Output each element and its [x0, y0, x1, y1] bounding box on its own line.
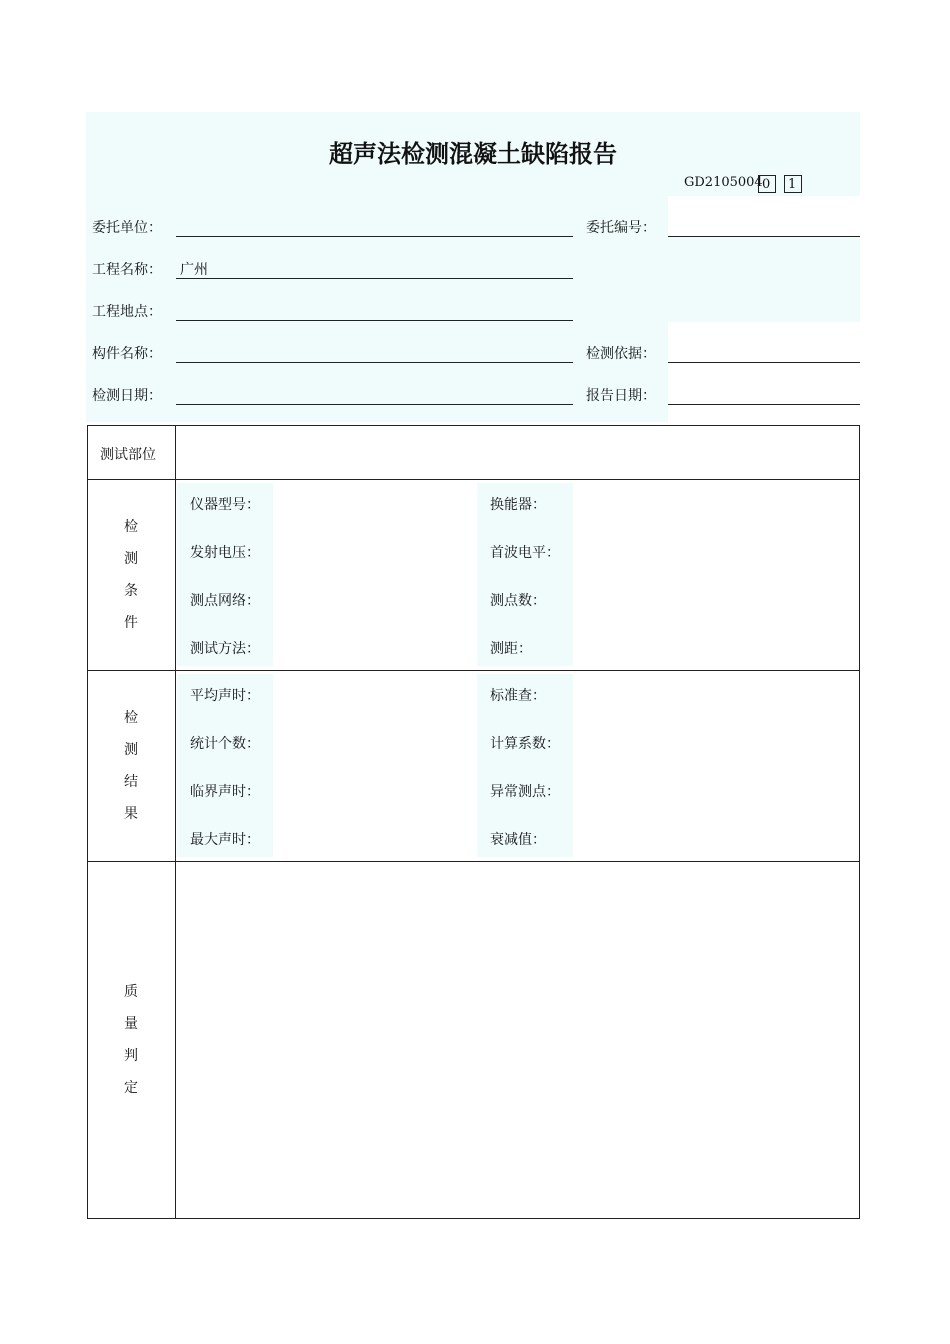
section-char: 果 — [124, 806, 138, 822]
section-char: 检 — [124, 519, 138, 535]
form-code — [684, 175, 797, 192]
test-part-field[interactable] — [177, 427, 859, 478]
section-char: 件 — [124, 615, 138, 631]
section-char: 测 — [124, 551, 138, 567]
entrust-no-label: 委托编号： — [586, 220, 656, 236]
form-code-box-1[interactable]: 0 — [758, 175, 776, 193]
row-divider — [87, 670, 860, 671]
test-part-label: 测试部位 — [100, 447, 156, 463]
first-wave-level-label: 首波电平： — [490, 545, 560, 561]
transducer-label: 换能器： — [490, 497, 546, 513]
report-date-field[interactable] — [668, 404, 860, 405]
emit-voltage-label: 发射电压： — [190, 545, 260, 561]
basis-field-background — [668, 322, 860, 422]
abnormal-points-label: 异常测点： — [490, 784, 560, 800]
critical-time-label: 临界声时： — [190, 784, 260, 800]
section-char: 条 — [124, 583, 138, 599]
basis-label: 检测依据： — [586, 346, 656, 362]
section-char: 判 — [124, 1048, 138, 1064]
report-date-label: 报告日期： — [586, 388, 656, 404]
project-name-field[interactable] — [176, 278, 573, 279]
section-char: 结 — [124, 774, 138, 790]
entrust-no-field-background — [668, 196, 860, 236]
project-site-field[interactable] — [176, 320, 573, 321]
max-time-label: 最大声时： — [190, 832, 260, 848]
std-dev-label: 标准查： — [490, 688, 546, 704]
point-grid-label: 测点网络： — [190, 593, 260, 609]
member-name-field[interactable] — [176, 362, 573, 363]
avg-time-label: 平均声时： — [190, 688, 260, 704]
point-count-label: 测点数： — [490, 593, 546, 609]
section-char: 测 — [124, 742, 138, 758]
attenuation-label: 衰减值： — [490, 832, 546, 848]
basis-field[interactable] — [668, 362, 860, 363]
form-code-box-2[interactable]: 1 — [784, 175, 802, 193]
entrust-no-field[interactable] — [668, 236, 860, 237]
project-name-value: 广州 — [180, 262, 208, 278]
section-char: 检 — [124, 710, 138, 726]
column-divider — [175, 425, 176, 1219]
results-section-title — [87, 702, 175, 830]
judgement-section-title — [87, 976, 175, 1104]
instrument-model-label: 仪器型号： — [190, 497, 260, 513]
project-site-label: 工程地点： — [92, 304, 162, 320]
section-char: 质 — [124, 984, 138, 1000]
report-title: 超声法检测混凝土缺陷报告 — [329, 140, 617, 168]
row-divider — [87, 861, 860, 862]
test-method-label: 测试方法： — [190, 641, 260, 657]
section-char: 定 — [124, 1080, 138, 1096]
test-date-field[interactable] — [176, 404, 573, 405]
client-label: 委托单位： — [92, 220, 162, 236]
section-char: 量 — [124, 1016, 138, 1032]
form-code-prefix: GD2105004 — [684, 175, 763, 190]
project-name-label: 工程名称： — [92, 262, 162, 278]
distance-label: 测距： — [490, 641, 532, 657]
test-date-label: 检测日期： — [92, 388, 162, 404]
judgement-field[interactable] — [177, 863, 859, 1218]
row-divider — [87, 479, 860, 480]
client-field[interactable] — [176, 236, 573, 237]
count-label: 统计个数： — [190, 736, 260, 752]
member-name-label: 构件名称： — [92, 346, 162, 362]
conditions-section-title — [87, 511, 175, 639]
calc-coefficient-label: 计算系数： — [490, 736, 560, 752]
